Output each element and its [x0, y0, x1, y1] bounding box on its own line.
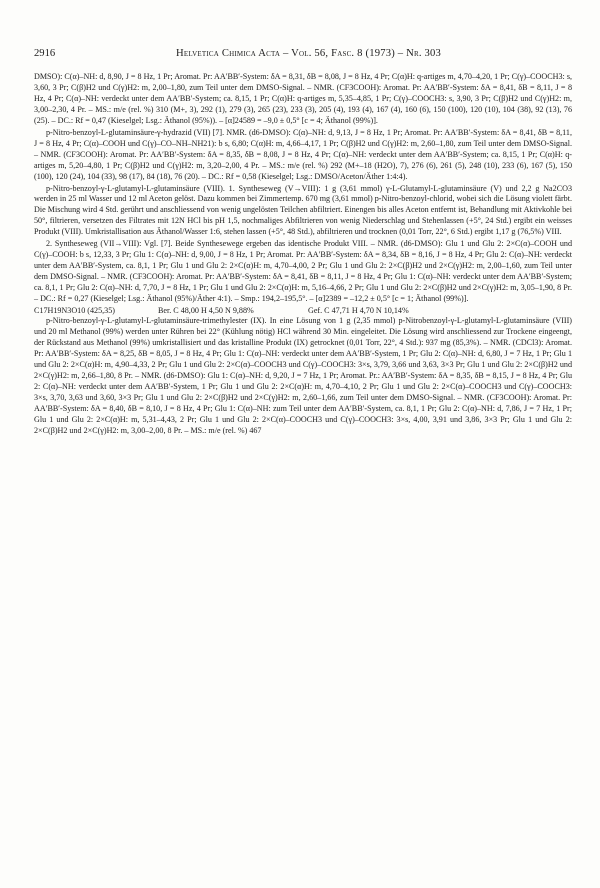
elemental-analysis [34, 305, 572, 316]
paragraph-spectral-data: DMSO): C(α)–NH: d, 8,90, J = 8 Hz, 1 Pr; Aromat. Pr: AA′BB′-System: δA = 8,31, δB = 8,08, J = 8 Hz, 4 Pr; C(α)H: q-artiges m, 4,70–4,20, 1 Pr; C(γ)–COOCH3: s, 3,60, 3 Pr; C(β)H2 und C(γ)H2: m, 2,00–1,80, zum Teil unter dem DMSO-Signal. – NMR. (CF3COOH): Aromat. Pr: AA′BB′-System: δA = 8,41, δB = 8,11, J = 8 Hz, 4 Pr; C(α)–NH: verdeckt unter dem AA′BB′-System; ca. 8,15, 1 Pr; C(α)H: q-artiges m, 5,35–4,85, 1 Pr; C(γ)–COOCH3: s, 3,90, 3 Pr; C(β)H2 und C(γ)H2: m, 3,00–2,30, 4 Pr. – MS.: m/e (rel. %) 310 (M+, 3), 292 (1), 279 (3), 265 (23), 233 (3), 205 (4), 193 (4), 167 (4), 160 (6), 150 (100), 120 (10), 104 (38), 92 (13), 76 (25). – DC.: Rf = 0,47 (Kieselgel; Lsg.: Äthanol (95%)). – [α]24589 = –9,0 ± 0,5° [c = 4; Äthanol (99%)]. [34, 72, 572, 125]
paragraph-synthesis-1: p-Nitro-benzoyl-γ-L-glutamyl-L-glutaminsäure (VIII). 1. Syntheseweg (V→VIII): 1 g (3,61 mmol) γ-L-Glutamyl-L-glutaminsäure (V) und 2,2 g Na2CO3 werden in 25 ml Wasser und 12 ml Aceton gelöst. Dazu kommen bei Zimmertemp. 670 mg (3,61 mmol) p-Nitro-benzoyl-chlorid, wobei sich die Lösung violett färbt. Die Mischung wird 4 Std. gerührt und anschliessend von wenig ungelösten Teilchen abfiltriert. Einengen bis alles Aceton entfernt ist, Behandlung mit Aktivkohle bei 50°, filtrieren, versetzen des Filtrates mit 12N HCl bis pH 1,5, nochmaliges Abfiltrieren von wenig Niederschlag und Stehenlassen (+5°, 24 Std.) ergibt ein weisses Produkt (VIII). Umkristallisation aus Äthanol/Wasser 1:6, stehen lassen (+5°, 48 Std.), abfiltrieren und trocknen (0,01 Torr, 22°, 6 Std.) ergibt 1,17 g (76,5%) VIII. [34, 183, 572, 237]
page-number: 2916 [34, 48, 56, 59]
paragraph-trimethylester: p-Nitro-benzoyl-γ-L-glutamyl-L-glutaminsäure-trimethylester (IX). In eine Lösung von 1 g (2,35 mmol) p-Nitrobenzoyl-γ-L-glutamyl-L-glutaminsäure (VIII) und 20 ml Methanol (99%) werden unter Rühren bei 22° (Kühlung nötig) HCl während 30 Min. eingeleitet. Die Lösung wird anschliessend zur Trockene eingeengt, der Rückstand aus Methanol (99%) umkristallisiert und das kristalline Produkt (IX) getrocknet (0,01 Torr, 22°, 4 Std.): 937 mg (85,3%). – NMR. (CDCl3): Aromat. Pr: AA′BB′-System: δA = 8,25, δB = 8,05, J = 8 Hz, 4 Pr; Glu 1: C(α)–NH: verdeckt unter dem AA′BB′-System, 1 Pr; Glu 2: C(α)–NH: d, 6,80, J = 7 Hz, 1 Pr; Glu 1 und Glu 2: 2×C(α)H: m, 4,90–4,33, 2 Pr; Glu 1 und Glu 2: 2×C(α)–COOCH3 und C(γ)–COOCH3: 3×s, 3,79, 3,66 und 3,63, 3×3 Pr; Glu 1 und Glu 2: 2×C(β)H2 und 2×C(γ)H2: m, 2,66–1,80, 8 Pr. – NMR. (d6-DMSO): Glu 1: C(α)–NH: d, 9,20, J = 7 Hz, 1 Pr; Aromat. Pr.: AA′BB′-System: δA = 8,35, δB = 8,15, J = 8 Hz, 4 Pr; Glu 2: C(α)–NH: verdeckt unter dem AA′BB′-System, 1 Pr; Glu 1 und Glu 2: 2×C(α)H: m, 4,70–4,10, 2 Pr; Glu 1 und Glu 2: 2×C(α)–COOCH3 und C(γ)–COOCH3: 3×s, 3,70, 3,63 und 3,60, 3×3 Pr; Glu 1 und Glu 2: 2×C(β)H2 und 2×C(γ)H2: m, 2,60–1,66, zum Teil unter dem DMSO-Signal. – NMR. (CF3COOH): Aromat. Pr: AA′BB′-System: δA = 8,40, δB = 8,10, J = 8 Hz, 4 Pr; Glu 1: C(α)–NH: zum Teil unter dem AA′BB′-System, ca. 8,1, 1 Pr; Glu 2: C(α)–NH: d, 7,86, J = 7 Hz, 1 Pr; Glu 1 und Glu 2: 2×C(α)H: m, 5,31–4,43, 2 Pr; Glu 1 und Glu 2: 2×C(α)–COOCH3 und C(γ)–COOCH3: 3×s, 4,00, 3,91 und 3,86, 3×3 Pr; Glu 1 und Glu 2: 2×C(β)H2 und 2×C(γ)H2: m, 3,00–2,00, 8 Pr. – MS.: m/e (rel. %) 467 [34, 316, 572, 435]
found-values: Gef. C 47,71 H 4,70 N 10,14% [308, 306, 409, 316]
paragraph-hydrazide: p-Nitro-benzoyl-L-glutaminsäure-γ-hydrazid (VII) [7]. NMR. (d6-DMSO): C(α)–NH: d, 9,13, J = 8 Hz, 1 Pr; Aromat. Pr: AA′BB′-System: δA = 8,41, δB = 8,11, J = 8 Hz, 4 Pr; C(α)–COOH und C(γ)–CO–NH–NH21): b s, 6,80; C(α)H: m, 4,66–4,17, 1 Pr; C(β)H2 und C(γ)H2: m, 2,60–1,80, zum Teil unter dem DMSO-Signal. – NMR. (CF3COOH): Aromat. Pr: AA′BB′-System: δA = 8,35, δB = 8,08, J = 8 Hz, 4 Pr; C(α)–NH: verdeckt unter dem AA′BB′-System; ca. 8,15, 1 Pr; C(α)H: q-artiges m, 5,20–4,80, 1 Pr; C(β)H2 und C(γ)H2: m, 3,20–2,00, 4 Pr. – MS.: m/e (rel. %) 292 (M+–18 (H2O), 7), 276 (6), 261 (5), 248 (10), 233 (6), 167 (5), 150 (100), 120 (24), 104 (33), 98 (17), 84 (18), 76 (20). – DC.: Rf = 0,58 (Kieselgel; Lsg.: DMSO/Aceton/Äther 1:4:4). [34, 127, 572, 181]
molecular-formula: C17H19N3O10 (425,35) [34, 306, 115, 316]
running-title: Helvetica Chimica Acta – Vol. 56, Fasc. 8 (1973) – Nr. 303 [176, 48, 442, 59]
page-header [34, 48, 572, 62]
article-body [34, 72, 572, 437]
calculated-values: Ber. C 48,00 H 4,50 N 9,88% [158, 306, 254, 316]
paragraph-synthesis-2: 2. Syntheseweg (VII→VIII): Vgl. [7]. Beide Synthesewege ergeben das identische Produkt VIII. – NMR. (d6-DMSO): Glu 1 und Glu 2: 2×C(α)–COOH und C(γ)–COOH: b s, 12,33, 3 Pr; Glu 1: C(α)–NH: d, 9,00, J = 8 Hz, 1 Pr; Aromat. Pr: AA′BB′-System: δA = 8,34, δB = 8,16, J = 8 Hz, 4 Pr; Glu 2: C(α)–NH: verdeckt unter dem AA′BB′-System, ca. 8,1, 1 Pr; Glu 1 und Glu 2: 2×C(α)H: m, 4,70–4,00, 2 Pr; Glu 1 und Glu 2: 2×C(β)H2 und 2×C(γ)H2: m, 2,00–1,60, zum Teil unter dem DMSO-Signal. – NMR. (CF3COOH): Aromat. Pr: AA′BB′-System: δA = 8,41, δB = 8,11, J = 8 Hz, 4 Pr; Glu 1: C(α)–NH: verdeckt unter dem AA′BB′-System; ca. 8,1, 1 Pr; Glu 2: C(α)–NH: d, 7,70, J = 8 Hz, 1 Pr; Glu 1 und Glu 2: 2×C(α)H: m, 5,16–4,66, 2 Pr; Glu 1 und Glu 2: 2×C(β)H2 und 2×C(γ)H2: m, 3,05–1,90, 8 Pr. – DC.: Rf = 0,27 (Kieselgel; Lsg.: Äthanol (95%)/Äther 4:1). – Smp.: 194,2–195,5°. – [α]2389 = –12,2 ± 0,5° [c = 1; Äthanol (99%)]. [34, 239, 572, 304]
